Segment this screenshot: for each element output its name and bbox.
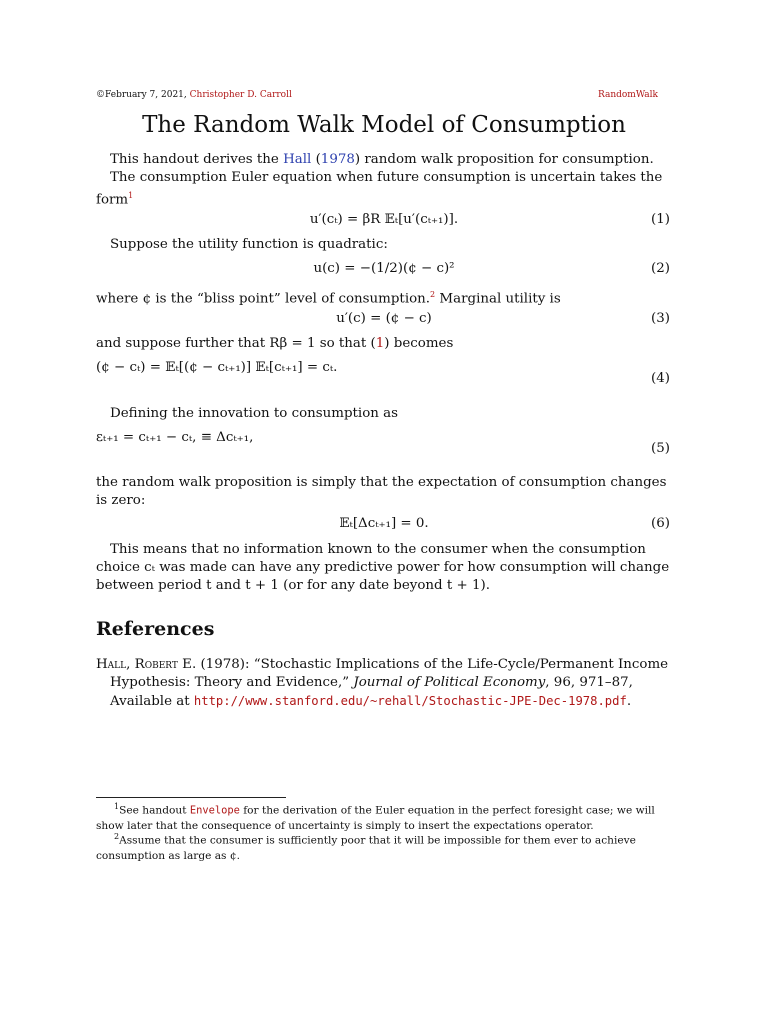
bliss-text-end: Marginal utility is [435,291,561,307]
equation-4-number: (4) [651,371,670,386]
equation-1-number: (1) [651,212,670,227]
hall-year-link[interactable]: 1978 [320,152,355,167]
equation-6-number: (6) [651,516,670,531]
equation-4 [96,360,672,400]
handout-name-link[interactable]: RandomWalk [597,90,658,100]
page-title: The Random Walk Model of Consumption [142,112,626,138]
equation-3-text: u′(c) = (¢ − c) [336,311,432,326]
intro-text: This handout derives the [110,152,284,167]
equation-5-line-2: ≡ Δcₜ₊₁, [200,430,254,445]
intro-paragraph: This handout derives the Hall (1978) random walk proposition for consumption. [110,152,654,167]
innovation-paragraph: Defining the innovation to consumption as [110,406,398,421]
equation-1-ref-link[interactable]: 1 [375,336,385,351]
equation-4-line-1: (¢ − cₜ) = 𝔼ₜ[(¢ − cₜ₊₁)] [96,360,252,375]
reference-end: . [626,694,632,709]
page-header [96,90,658,100]
footnote-1-link[interactable]: 1 [128,191,134,200]
equation-4-line-2: 𝔼ₜ[cₜ₊₁] = cₜ. [255,360,338,375]
equation-2-text: u(c) = −(1/2)(¢ − c)² [313,261,455,276]
equation-6-text: 𝔼ₜ[Δcₜ₊₁] = 0. [339,516,429,531]
assumption-text: and suppose further that Rβ = 1 so that ( [96,336,376,351]
random-walk-paragraph: the random walk proposition is simply that the expectation of consumption changes is zero: [96,475,667,508]
quadratic-paragraph: Suppose the utility function is quadratic: [110,237,388,252]
equation-5-number: (5) [651,441,670,456]
hall-citation-link[interactable]: Hall [283,152,312,167]
equation-5-line-1: εₜ₊₁ = cₜ₊₁ − cₜ, [96,430,197,445]
conclusion-paragraph: This means that no information known to the consumer when the consumption choice cₜ was made can have any predictive power for how consumption will change between period t and t + 1 (or for any date beyond t + 1). [96,542,670,593]
references-heading: References [96,618,215,640]
envelope-handout-link[interactable]: Envelope [189,804,240,817]
footnote-2 [96,829,672,864]
footnote-1-text: See handout [119,804,190,817]
euler-text: The consumption Euler equation when future consumption is uncertain takes the form [96,170,663,208]
footnote-1-text-end: for the derivation of the Euler equation in the perfect foresight case; we will show later that the consequence of uncertainty is simply to insert the expectations operator. [96,804,655,832]
equation-2-number: (2) [651,261,670,276]
reference-author: Hall, Robert E. [96,657,197,672]
euler-paragraph [96,169,672,209]
date-line: ©February 7, 2021, [96,90,187,100]
equation-3-number: (3) [651,311,670,326]
footnote-divider [96,797,286,798]
assumption-text-end: ) becomes [384,336,454,351]
bliss-paragraph [96,286,672,308]
intro-text-end: random walk proposition for consumption. [360,152,654,167]
footnote-2-link[interactable]: 2 [430,290,436,299]
equation-5 [96,430,672,470]
author-link[interactable]: Christopher D. Carroll [189,90,292,100]
reference-journal: Journal of Political Economy [353,675,546,690]
reference-hall-1978 [96,656,672,711]
reference-title: (1978): “Stochastic Implications of the Life-Cycle/Permanent Income Hypothesis: Theory and Evidence,” [110,657,669,690]
footnote-1-number: 1 [114,802,120,811]
reference-url-link[interactable]: http://www.stanford.edu/~rehall/Stochastic-JPE-Dec-1978.pdf [193,694,627,708]
footnote-2-text: Assume that the consumer is sufficiently poor that it will be impossible for them ever to achieve consumption as large as ¢. [96,834,636,862]
bliss-text: where ¢ is the “bliss point” level of consumption. [96,291,431,307]
equation-1-text: u′(cₜ) = βR 𝔼ₜ[u′(cₜ₊₁)]. [309,212,459,227]
assumption-paragraph [96,335,672,353]
footnote-2-number: 2 [114,832,120,841]
reference-pages: , 96, 971–87, Available at [110,675,633,709]
